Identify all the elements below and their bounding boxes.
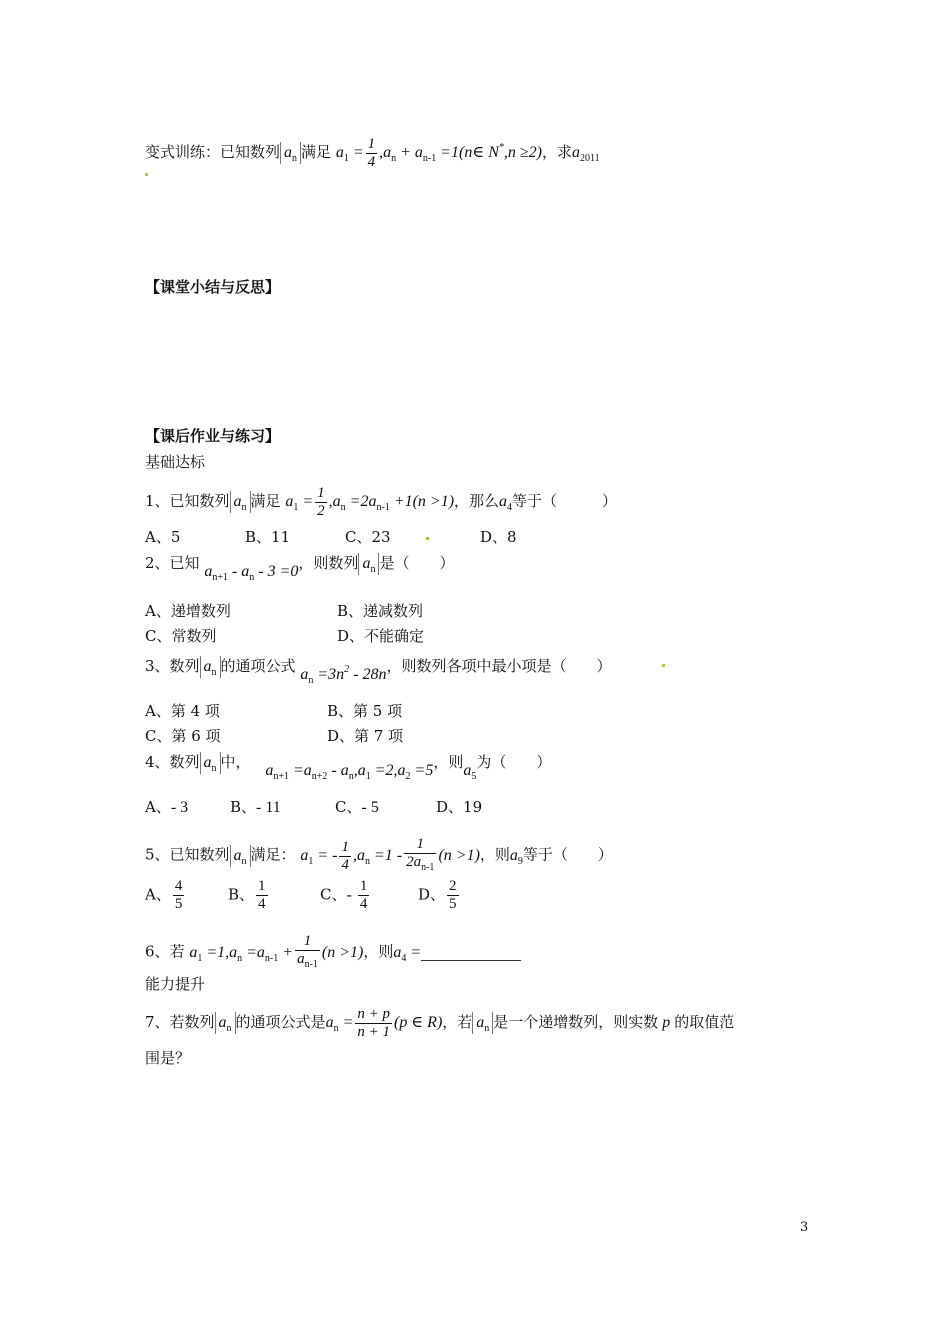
stray-mark: [426, 537, 429, 540]
question-6: 6、若 $a_1 =1,a_n =a_{n-1}$ + $\frac{1}{a_{n-1}}$ (n >1)，则$a_4$ =: [145, 933, 521, 973]
q5-option-a: A、 $\frac{4}{5}$: [145, 878, 183, 912]
q2-option-b: B、递减数列: [337, 602, 424, 620]
question-3: 3、数列 $a_n$ 的通项公式 $a_n =3n^2 - 28n$，则数列各项中最小项是（ ）: [145, 657, 612, 686]
q4-option-d: D、19: [436, 798, 483, 816]
q1-option-a: A、5: [145, 528, 181, 546]
heading-summary: 【课堂小结与反思】: [145, 278, 281, 296]
q2-option-a: A、递增数列: [145, 602, 231, 620]
q6-answer-blank[interactable]: [421, 944, 521, 961]
q2-option-c: C、常数列: [145, 627, 217, 645]
variant-lead: 变式训练：已知数列: [145, 143, 281, 162]
q5-option-c: C、- $\frac{1}{4}$: [320, 878, 368, 912]
question-4: 4、数列 $a_n$ 中， $a_{n+1} =a_{n+2} - a_n,a_1 =2,a_2 =5$，则$a_5$为（ ）: [145, 753, 552, 782]
question-7-line-2: 围是？: [145, 1049, 191, 1067]
q5-option-b: B、 $\frac{1}{4}$: [228, 878, 266, 912]
q4-option-a: A、- 3: [145, 798, 189, 816]
heading-ability: 能力提升: [145, 975, 206, 993]
q4-option-b: B、- 11: [230, 798, 281, 816]
page-number: 3: [800, 1220, 809, 1235]
question-1: 1、已知数列 $a_n$ 满足 $a_1$ = $\frac{1}{2}$ $,a_n =2a_{n-1} +1(n >1)$，那么$a_4$等于（ ）: [145, 485, 618, 519]
q3-option-b: B、第 5 项: [327, 702, 403, 720]
q1-option-d: D、8: [480, 528, 517, 546]
q1-option-b: B、11: [245, 528, 291, 546]
q2-option-d: D、不能确定: [337, 627, 425, 645]
q5-option-d: D、 $\frac{2}{5}$: [418, 878, 457, 912]
stray-mark: [145, 173, 148, 176]
question-2: 2、已知 $a_{n+1} - a_n - 3 =0$，则数列 $a_n$ 是（ ）: [145, 554, 455, 583]
heading-homework: 【课后作业与练习】: [145, 427, 281, 445]
q1-option-c: C、23: [345, 528, 391, 546]
stray-mark: [662, 664, 665, 667]
variant-formula: $a_1$ = $\frac{1}{4}$ $,a_n + a_{n-1}$ =1(n∈ N*,n ≥2): [335, 136, 542, 170]
q3-option-d: D、第 7 项: [327, 727, 404, 745]
q3-option-c: C、第 6 项: [145, 727, 221, 745]
q3-option-a: A、第 4 项: [145, 702, 220, 720]
variant-exercise: 变式训练：已知数列 $a_n$ 满足 $a_1$ = $\frac{1}{4}$ $,a_n + a_{n-1}$ =1(n∈ N*,n ≥2)，求$a_{2011}$: [145, 136, 600, 170]
question-7: 7、若数列 $a_n$ 的通项公式是$a_n$ = $\frac{n + p}{n + 1}$ (p ∈ R)，若 $a_n$ 是一个递增数列，则实数 p 的取值范: [145, 1006, 735, 1040]
question-5: 5、已知数列 $a_n$ 满足： $a_1$ = - $\frac{1}{4}$ $,a_n =1$ - $\frac{1}{2a_{n-1}}$ (n >1)，则$a_9$等于（ ）: [145, 836, 613, 873]
q4-option-c: C、- 5: [335, 798, 379, 816]
heading-basic: 基础达标: [145, 453, 206, 471]
